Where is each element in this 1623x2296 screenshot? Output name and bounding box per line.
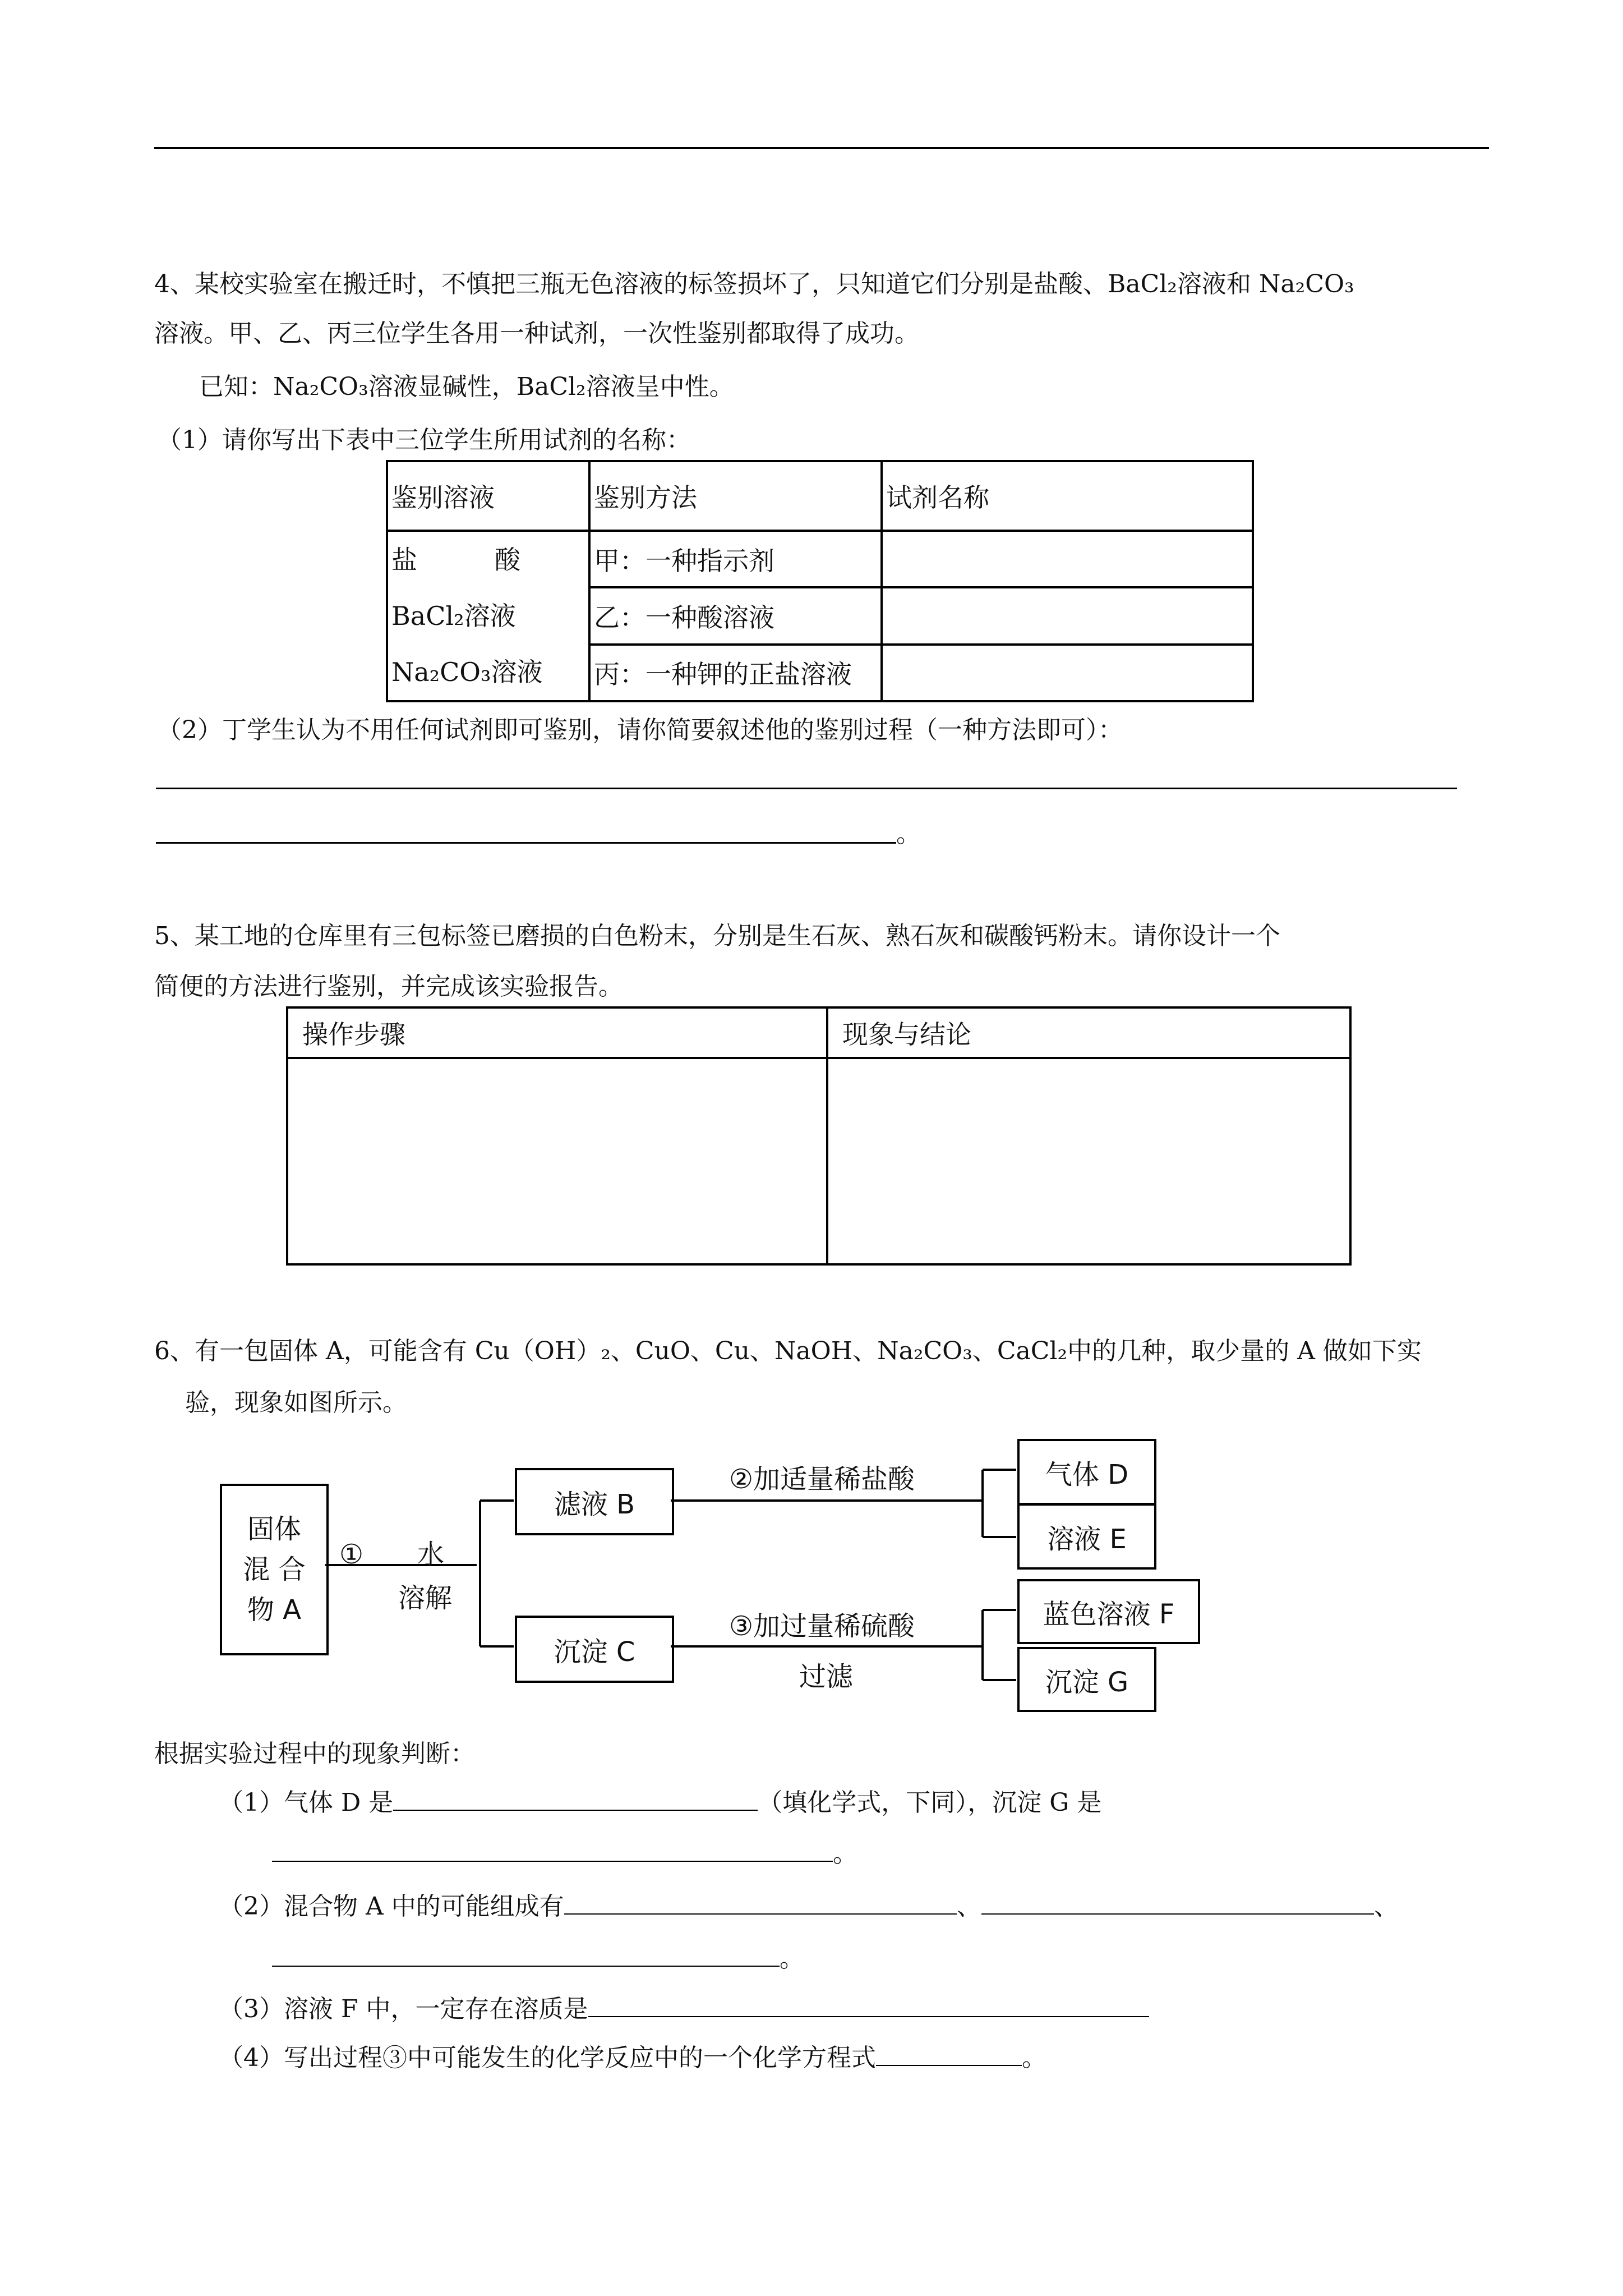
solute-f-answer[interactable] xyxy=(588,1991,1149,2017)
solid-a-line3: 物 A xyxy=(247,1594,302,1626)
box-gas-d: 气体 D xyxy=(1017,1439,1156,1505)
q4-solution-na2co3: Na₂CO₃溶液 xyxy=(391,657,543,687)
solid-a-line2: 混 合 xyxy=(243,1554,306,1585)
box-filtrate-b: 滤液 B xyxy=(515,1468,674,1535)
q5-line2: 简便的方法进行鉴别，并完成该实验报告。 xyxy=(154,972,623,1001)
q4-sub2: （2）丁学生认为不用任何试剂即可鉴别，请你简要叙述他的鉴别过程（一种方法即可）： xyxy=(157,716,1123,744)
q4-solution-bacl2: BaCl₂溶液 xyxy=(391,601,516,631)
q6-s2-sep1: 、 xyxy=(956,1892,981,1921)
composition-answer-2[interactable] xyxy=(981,1889,1374,1915)
step1-label: ① 水 xyxy=(339,1539,445,1570)
q6-s1-prefix: （1）气体 D 是 xyxy=(219,1788,394,1817)
step1-dissolve-label: 溶解 xyxy=(398,1582,453,1614)
box-precipitate-g: 沉淀 G xyxy=(1017,1647,1156,1712)
q6-s3 xyxy=(219,1989,1149,2024)
q5-header-steps: 操作步骤 xyxy=(287,1007,827,1058)
q6-line1: 6、有一包固体 A，可能含有 Cu（OH）₂、CuO、Cu、NaOH、Na₂CO₃、CaCl₂中的几种，取少量的 A 做如下实 xyxy=(154,1337,1422,1365)
q6-s1-middle: （填化学式，下同），沉淀 G 是 xyxy=(758,1788,1102,1817)
q6-s1-line2 xyxy=(272,1833,857,1869)
q4-method-yi: 乙：一种酸溶液 xyxy=(589,587,882,644)
step2-label: ②加适量稀盐酸 xyxy=(729,1464,915,1495)
box-precipitate-c: 沉淀 C xyxy=(515,1616,674,1683)
q6-line2: 验，现象如图所示。 xyxy=(185,1388,407,1417)
box-blue-solution-f: 蓝色溶液 F xyxy=(1017,1579,1200,1644)
q4-header-solution: 鉴别溶液 xyxy=(387,461,589,531)
q6-s2-sep2: 、 xyxy=(1373,1892,1399,1921)
q6-s2-period: 。 xyxy=(780,1944,804,1973)
solid-a-line1: 固体 xyxy=(247,1513,301,1545)
gas-d-answer[interactable] xyxy=(393,1785,758,1811)
q6-s4 xyxy=(219,2037,1046,2073)
step3-filter-label: 过滤 xyxy=(799,1661,854,1692)
q6-s2 xyxy=(219,1886,1399,1922)
q6-judge: 根据实验过程中的现象判断： xyxy=(154,1740,475,1768)
q4-header-reagent: 试剂名称 xyxy=(882,461,1253,531)
q6-s1-period: 。 xyxy=(833,1839,857,1868)
q4-method-jia: 甲：一种指示剂 xyxy=(589,531,882,587)
q6-s1 xyxy=(219,1782,1101,1818)
step3-label: ③加过量稀硫酸 xyxy=(729,1611,915,1642)
q4-method-bing: 丙：一种钾的正盐溶液 xyxy=(589,645,882,701)
composition-answer-1[interactable] xyxy=(564,1889,957,1915)
q6-s3-prefix: （3）溶液 F 中，一定存在溶质是 xyxy=(219,1995,588,2023)
q4-known: 已知：Na₂CO₃溶液显碱性，BaCl₂溶液呈中性。 xyxy=(199,372,734,401)
equation-answer[interactable] xyxy=(876,2040,1022,2066)
q4-end-mark: 。 xyxy=(896,820,921,848)
precip-g-answer[interactable] xyxy=(272,1836,833,1862)
q4-sub1: （1）请你写出下表中三位学生所用试剂的名称： xyxy=(157,426,691,454)
q4-line1: 4、某校实验室在搬迁时，不慎把三瓶无色溶液的标签损坏了，只知道它们分别是盐酸、BaCl₂溶液和 Na₂CO₃ xyxy=(154,270,1354,298)
q5-line1: 5、某工地的仓库里有三包标签已磨损的白色粉末，分别是生石灰、熟石灰和碳酸钙粉末。请你设计一个 xyxy=(154,922,1280,950)
q4-line2: 溶液。甲、乙、丙三位学生各用一种试剂，一次性鉴别都取得了成功。 xyxy=(154,319,919,348)
q6-s2-line2 xyxy=(272,1938,804,1974)
q4-solution-hcl: 盐 酸 xyxy=(391,545,520,575)
q6-s4-prefix: （4）写出过程③中可能发生的化学反应中的一个化学方程式 xyxy=(219,2044,876,2072)
box-solution-e: 溶液 E xyxy=(1017,1503,1156,1570)
q4-header-method: 鉴别方法 xyxy=(589,461,882,531)
composition-answer-3[interactable] xyxy=(272,1941,780,1967)
q5-header-results: 现象与结论 xyxy=(827,1007,1350,1058)
q6-s2-prefix: （2）混合物 A 中的可能组成有 xyxy=(219,1892,564,1921)
q6-s4-period: 。 xyxy=(1022,2044,1046,2072)
